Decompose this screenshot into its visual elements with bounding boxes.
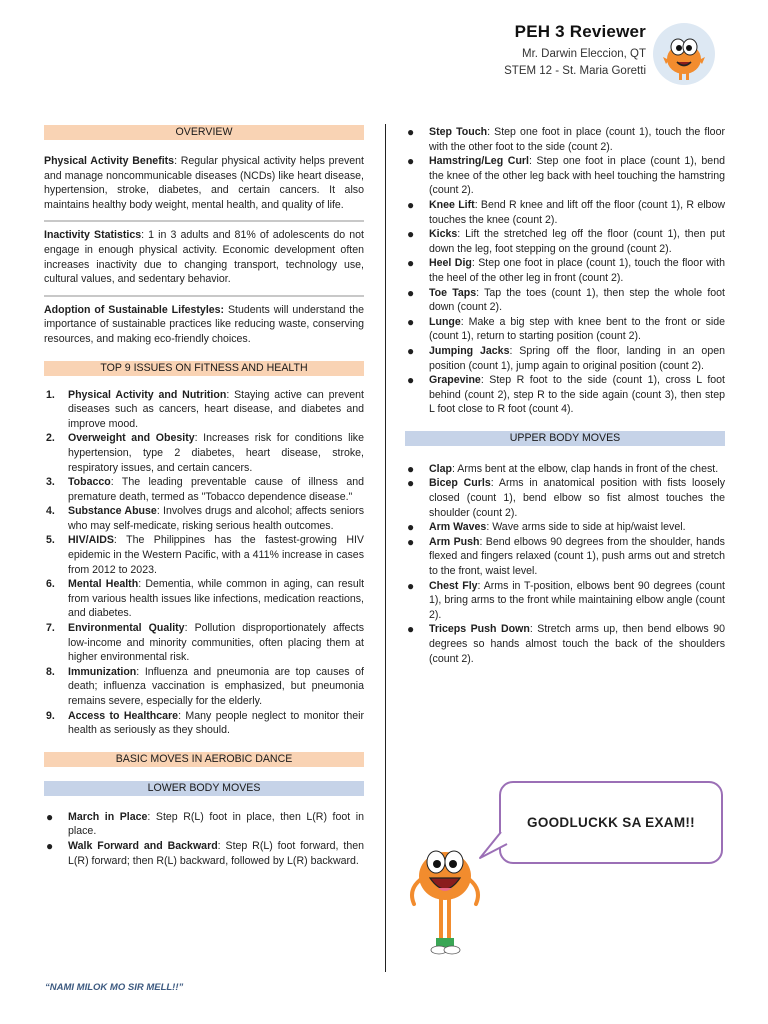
lower-moves-list bbox=[44, 810, 364, 868]
section-rule bbox=[44, 295, 364, 297]
speech-bubble: GOODLUCKK SA EXAM!! bbox=[499, 781, 723, 864]
list-item: ● Hamstring/Leg Curl: Step one foot in place (count 1), bend the knee of the other leg back with heel touching the hamstring (count 2). bbox=[407, 154, 725, 197]
list-item: 8. Immunization: Influenza and pneumonia are top causes of death; influenza vaccination is emphasized, but pneumonia remains severe, especially for the elderly. bbox=[46, 665, 364, 707]
right-column bbox=[405, 125, 725, 666]
list-item: 4. Substance Abuse: Involves drugs and alcohol; affects seniors who may self-medicate, risking serious health outcomes. bbox=[46, 505, 364, 532]
footer-quote: “NAMI MILOK MO SIR MELL!!” bbox=[45, 982, 184, 993]
list-item: ● Arm Waves: Wave arms side to side at hip/waist level. bbox=[407, 520, 686, 535]
issues-list bbox=[44, 388, 364, 738]
list-item: ● Chest Fly: Arms in T-position, elbows bent 90 degrees (count 1), bring arms to the front while maintaining elbow angle (count 2). bbox=[407, 578, 726, 621]
class-section: STEM 12 - St. Maria Goretti bbox=[504, 64, 646, 77]
lower-moves-continued-list bbox=[405, 125, 725, 417]
aerobic-heading: BASIC MOVES IN AEROBIC DANCE bbox=[44, 752, 364, 767]
upper-moves-list bbox=[405, 462, 725, 666]
document-header bbox=[504, 22, 646, 79]
list-item: ● Clap: Arms bent at the elbow, clap hands in front of the chest. bbox=[407, 461, 719, 476]
list-item: ● Triceps Push Down: Stretch arms up, then bend elbows 90 degrees so hands almost touch the back of the shoulders (count 2). bbox=[407, 622, 726, 665]
list-item: ● Grapevine: Step R foot to the side (count 1), cross L foot behind (count 2), step R to the side again (count 3), then step L foot close to R foot (count 4). bbox=[407, 373, 725, 416]
list-item: ● Walk Forward and Backward: Step R(L) foot forward, then L(R) forward; then R(L) backward, followed by L(R) backward. bbox=[46, 838, 364, 867]
list-item: ● Lunge: Make a big step with knee bent to the front or side (count 1), return to starting position (count 2). bbox=[407, 314, 725, 343]
list-item: ● Arm Push: Bend elbows 90 degrees from the shoulder, hands flexed and fingers relaxed (count 1), push arms out and stretch to the front, waist level. bbox=[407, 534, 725, 578]
list-item: ● March in Place: Step R(L) foot in place, then L(R) foot in place. bbox=[46, 809, 365, 838]
list-item: 7. Environmental Quality: Pollution disproportionately affects low-income and minority communities, often placing them at higher environmental risk. bbox=[46, 622, 364, 664]
list-item: 5. HIV/AIDS: The Philippines has the fastest-growing HIV epidemic in the Western Pacific, with a 411% increase in cases from 2012 to 2023. bbox=[46, 534, 364, 576]
upper-body-heading: UPPER BODY MOVES bbox=[405, 431, 725, 446]
list-item: ● Knee Lift: Bend R knee and lift off the floor (count 1), R elbow touches the knee (count 2). bbox=[407, 197, 725, 226]
benefits-paragraph: Physical Activity Benefits: Regular physical activity helps prevent and manage noncommunicable diseases (NCDs) like heart disease, hypertension, stroke, diabetes, and certain cancers. It also maintains healthy body weight, mental health, and quality of life. bbox=[44, 155, 364, 211]
column-divider bbox=[385, 124, 386, 972]
list-item: ● Bicep Curls: Arms in anatomical position with fists loosely closed (count 1), bend elbow so fist almost touches the shoulder (count 2). bbox=[407, 476, 725, 519]
list-item: 1. Physical Activity and Nutrition: Staying active can prevent diseases such as cancers, heart disease, and diabetes and improve mood. bbox=[46, 388, 364, 430]
page-title: PEH 3 Reviewer bbox=[514, 22, 646, 41]
list-item: 6. Mental Health: Dementia, while common in aging, can result from various health issues like infections, medication reactions, and diabetes. bbox=[46, 578, 365, 620]
list-item: 3. Tobacco: The leading preventable cause of illness and premature death, termed as "Tobacco dependence disease." bbox=[46, 476, 364, 503]
overview-heading: OVERVIEW bbox=[44, 125, 364, 140]
list-item: ● Kicks: Lift the stretched leg off the floor (count 1), then put down the leg, foot stepping on the ground (count 2). bbox=[407, 227, 725, 255]
sustainable-paragraph: Adoption of Sustainable Lifestyles: Students will understand the importance of sustainable practices like reducing waste, conserving resources, and making eco-friendly choices. bbox=[44, 303, 364, 345]
left-column bbox=[44, 125, 364, 868]
list-item: ● Jumping Jacks: Spring off the floor, landing in an open position (count 1), jump again to original position (count 2). bbox=[407, 343, 725, 372]
orange-cartoon-character-icon bbox=[400, 842, 490, 957]
section-rule bbox=[44, 220, 364, 222]
list-item: 9. Access to Healthcare: Many people neglect to monitor their health as seriously as they should. bbox=[46, 709, 365, 737]
lower-body-heading: LOWER BODY MOVES bbox=[44, 781, 364, 796]
list-item: 2. Overweight and Obesity: Increases risk for conditions like hypertension, type 2 diabetes, heart disease, stroke, respiratory issues, and certain cancers. bbox=[46, 432, 364, 474]
list-item: ● Step Touch: Step one foot in place (count 1), touch the floor with the other foot to the side (count 2). bbox=[407, 125, 725, 153]
inactivity-paragraph: Inactivity Statistics: 1 in 3 adults and 81% of adolescents do not engage in enough physical activity. Economic development often increases inactivity due to changing transport, technology use, cultural values, and sedentary behavior. bbox=[44, 229, 364, 286]
list-item: ● Toe Taps: Tap the toes (count 1), then step the whole foot down (count 2). bbox=[407, 285, 725, 314]
orange-cartoon-fish-icon bbox=[652, 22, 716, 86]
teacher-name: Mr. Darwin Eleccion, QT bbox=[522, 48, 646, 60]
issues-heading: TOP 9 ISSUES ON FITNESS AND HEALTH bbox=[44, 361, 364, 376]
list-item: ● Heel Dig: Step one foot in place (count 1), touch the floor with the heel of the other leg in front (count 2). bbox=[407, 256, 725, 284]
